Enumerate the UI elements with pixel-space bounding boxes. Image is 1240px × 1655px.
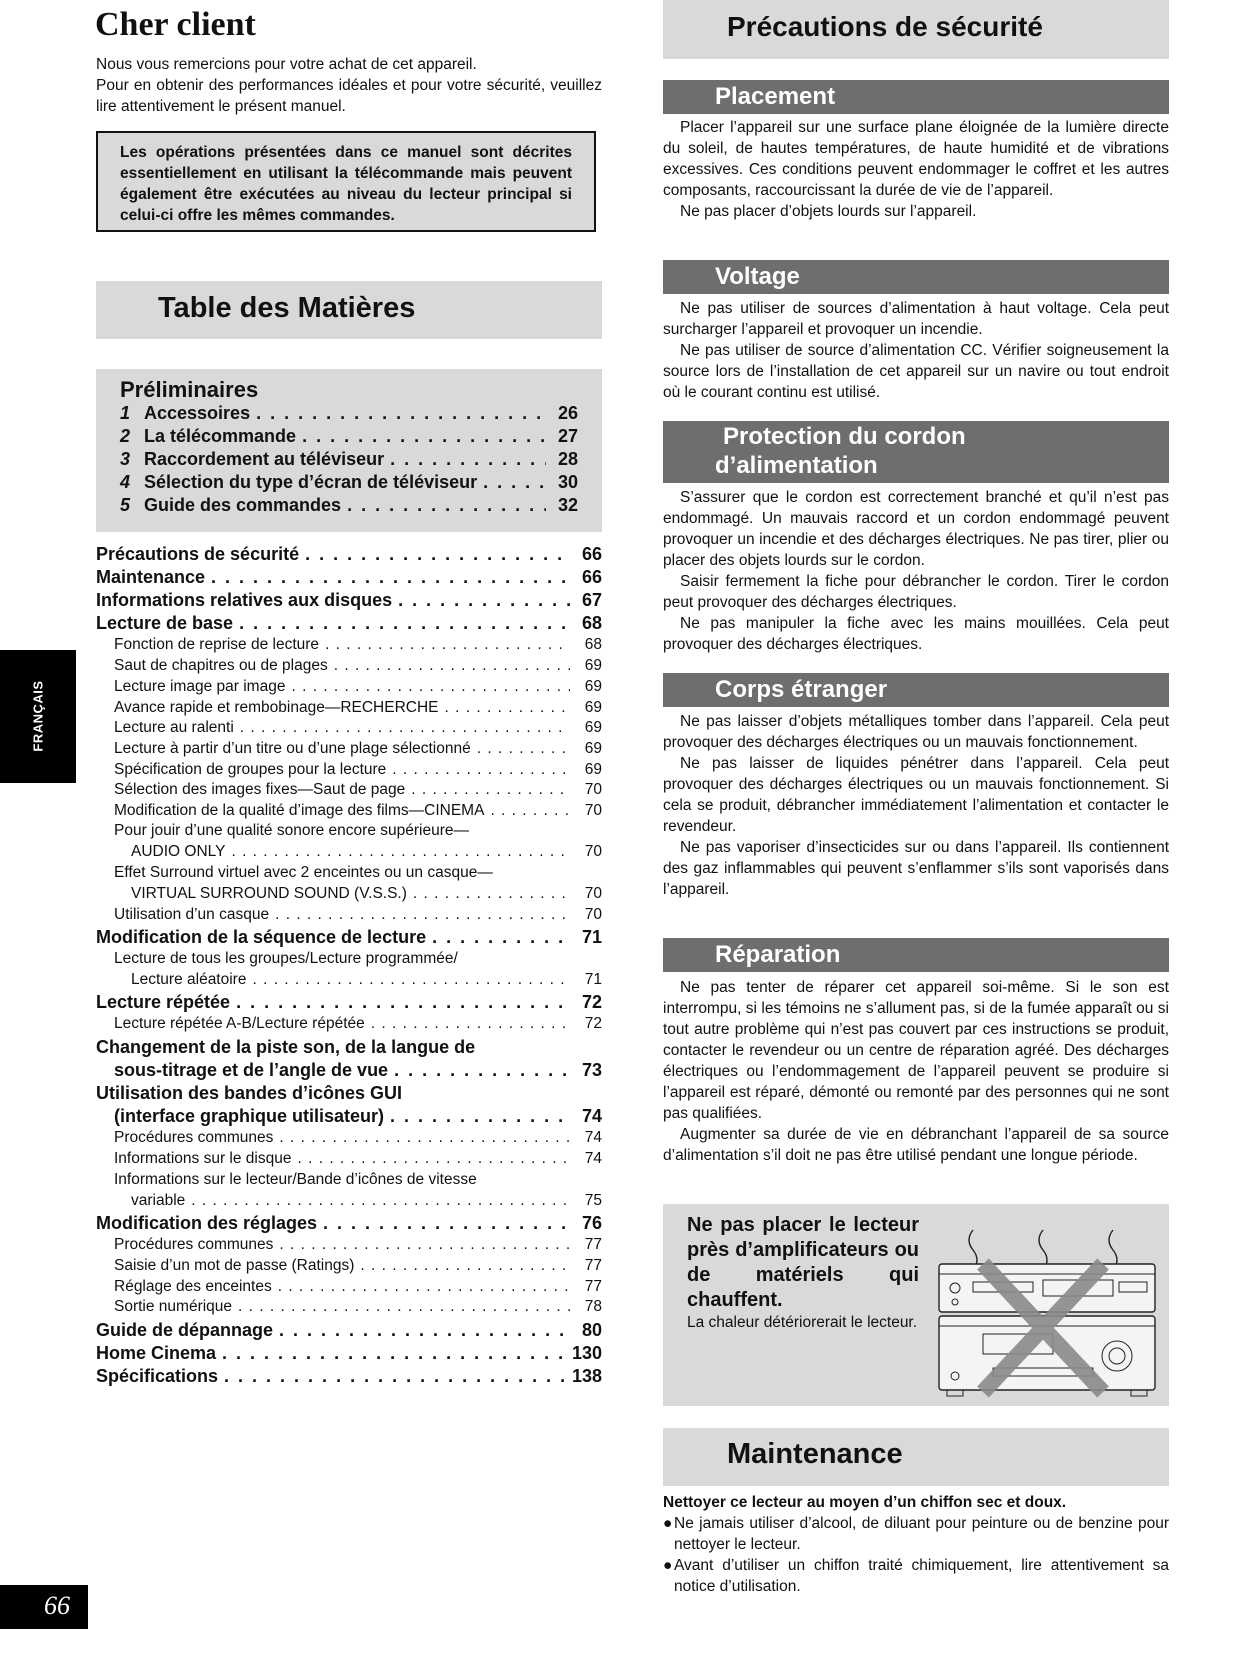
toc-subentry [96, 1015, 602, 1033]
cordon-p2: Saisir fermement la fiche pour débrancher le cordon. Tirer le cordon peut provoquer des décharges électriques. [663, 573, 1169, 611]
toc-entry-page: 77 [584, 1257, 602, 1274]
toc-subentry [96, 950, 602, 968]
dot-leader [297, 1150, 570, 1168]
dot-leader [305, 544, 570, 565]
toc-subentry [96, 1171, 602, 1189]
toc-title: Table des Matières [158, 292, 416, 324]
toc-entry-page: 69 [584, 678, 602, 695]
dot-leader [238, 1298, 570, 1316]
preliminaires-box [96, 369, 602, 532]
toc-subentry [96, 1150, 602, 1168]
toc-entry [96, 1083, 602, 1104]
toc-entry-label: Effet Surround virtuel avec 2 enceintes ou un casque— [114, 864, 493, 881]
toc-entry-label: Changement de la piste son, de la langue de [96, 1037, 476, 1057]
notice-text: Les opérations présentées dans ce manuel sont décrites essentiellement en utilisant la télécommande mais peuvent également être exécutées au niveau du lecteur principal si celui-ci offre les mêmes commandes. [120, 144, 572, 224]
cordon-p1: S’assurer que le cordon est correctement branché et qu’il n’est pas endommagé. Un mauvais raccord et un cordon endommagé peuvent provoquer un incendie et des décharges électriques. Ne pas tirer, plier ou placer des objets lourds sur le cordon. [663, 489, 1169, 569]
toc-entry-label: Informations sur le lecteur/Bande d’icônes de vitesse [114, 1171, 477, 1188]
dot-leader [240, 719, 570, 737]
toc-entry [96, 1213, 602, 1234]
toc-subentry [96, 822, 602, 840]
toc-entry-label: Maintenance [96, 567, 206, 587]
maintenance-bullet-text: Avant d’utiliser un chiffon traité chimiquement, lire attentivement sa notice d’utilisation. [674, 1557, 1169, 1595]
voltage-heading: Voltage [715, 263, 800, 290]
page-number: 66 [44, 1591, 70, 1620]
reparation-heading: Réparation [715, 941, 841, 968]
toc-entry-label: Procédures communes [114, 1129, 274, 1146]
dot-leader [347, 495, 546, 516]
prelim-item-page: 27 [557, 426, 578, 446]
heat-warning-box [663, 1204, 1169, 1406]
notice-box [96, 131, 596, 232]
toc-subentry [96, 699, 602, 717]
toc-entry-page: 67 [581, 590, 602, 610]
toc-entry-label: Lecture au ralenti [114, 719, 234, 736]
toc-subentry [96, 1278, 602, 1296]
prelim-item-number: 5 [120, 495, 131, 515]
toc-entry-page: 66 [581, 567, 602, 587]
toc-entry-page: 73 [581, 1060, 602, 1080]
toc-entry [96, 1343, 602, 1364]
toc-subentry [96, 864, 602, 882]
dot-leader [390, 1106, 570, 1127]
toc-entry [96, 544, 602, 565]
safety-title-bar [663, 0, 1169, 59]
prelim-item-number: 4 [120, 472, 131, 492]
toc-entry-label: sous-titrage et de l’angle de vue [114, 1060, 389, 1080]
dot-leader [224, 1366, 566, 1387]
toc-entry-label: Saut de chapitres ou de plages [114, 657, 328, 674]
toc-entry-label: Utilisation d’un casque [114, 906, 270, 923]
prelim-item-page: 26 [557, 403, 578, 423]
toc-entry-page: 68 [584, 636, 602, 653]
dot-leader [279, 1236, 570, 1254]
toc-subentry [96, 906, 602, 924]
toc-entry-page: 138 [571, 1366, 602, 1386]
reparation-p1: Ne pas tenter de réparer cet appareil soi-même. Si le son est interrompu, si les témoins ne s’allument pas, si de la fumée apparaît ou si tout autre problème qui n’est pas couvert par ces instructions se produit, contacter le revendeur ou un centre de réparation agréé. Des décharges électriques ou l’endommagement de l’appareil peuvent se produire si l’appareil est réparé, démonté ou remonté par des personnes qui ne sont pas qualifiées. [663, 979, 1169, 1122]
toc-entry-label: Home Cinema [96, 1343, 217, 1363]
dot-leader [413, 885, 570, 903]
toc-list [96, 544, 602, 1399]
prelim-item [120, 426, 578, 447]
placement-p2: Ne pas placer d’objets lourds sur l’appareil. [680, 203, 977, 220]
cordon-heading-line1: Protection du cordon [723, 423, 966, 450]
maintenance-lead: Nettoyer ce lecteur au moyen d’un chiffon sec et doux. [663, 1494, 1067, 1511]
toc-entry-label: AUDIO ONLY [131, 843, 226, 860]
dot-leader [477, 740, 570, 758]
placement-text [663, 117, 1169, 222]
dot-leader [360, 1257, 570, 1275]
toc-subentry [96, 1129, 602, 1147]
toc-subentry [96, 885, 602, 903]
dot-leader [398, 590, 570, 611]
toc-subentry [96, 1257, 602, 1275]
toc-entry-label: Guide de dépannage [96, 1320, 274, 1340]
prelim-item [120, 449, 578, 470]
toc-entry-page: 130 [571, 1343, 602, 1363]
dot-leader [394, 1060, 570, 1081]
maintenance-text [663, 1492, 1169, 1597]
toc-entry-page: 69 [584, 761, 602, 778]
toc-entry-page: 70 [584, 802, 602, 819]
prelim-item-number: 1 [120, 403, 131, 423]
toc-entry-label: Sortie numérique [114, 1298, 233, 1315]
dot-leader [252, 971, 570, 989]
heat-warning-bold: Ne pas placer le lecteur près d’amplificateurs ou de matériels qui chauffent. [687, 1214, 919, 1311]
prelim-item-number: 2 [120, 426, 131, 446]
placement-heading: Placement [715, 83, 836, 110]
toc-entry [96, 567, 602, 588]
dot-leader [334, 657, 570, 675]
dot-leader [291, 678, 570, 696]
preliminaires-list [120, 403, 578, 528]
toc-entry-page: 69 [584, 657, 602, 674]
toc-entry [96, 992, 602, 1013]
toc-entry-label: variable [131, 1192, 186, 1209]
toc-entry-label: Lecture répétée A-B/Lecture répétée [114, 1015, 365, 1032]
toc-entry-page: 69 [584, 719, 602, 736]
toc-entry-label: Lecture de tous les groupes/Lecture programmée/ [114, 950, 458, 967]
toc-entry [96, 1320, 602, 1341]
toc-entry [96, 1060, 602, 1081]
toc-entry-page: 76 [581, 1213, 602, 1233]
dot-leader [256, 403, 546, 424]
toc-entry-label: Sélection des images fixes—Saut de page [114, 781, 406, 798]
toc-entry [96, 1106, 602, 1127]
toc-entry-page: 74 [584, 1150, 602, 1167]
toc-entry-label: Fonction de reprise de lecture [114, 636, 320, 653]
toc-entry-page: 77 [584, 1278, 602, 1295]
preliminaires-title: Préliminaires [120, 377, 259, 402]
dot-leader [222, 1343, 566, 1364]
prelim-item-label: Accessoires [144, 403, 251, 423]
corps-heading-bar [663, 673, 1169, 707]
placement-heading-bar [663, 80, 1169, 114]
language-tab-label: FRANÇAIS [30, 680, 46, 752]
toc-entry-page: 77 [584, 1236, 602, 1253]
toc-subentry [96, 678, 602, 696]
toc-entry-page: 69 [584, 740, 602, 757]
toc-entry-page: 80 [581, 1320, 602, 1340]
toc-entry-label: Utilisation des bandes d’icônes GUI [96, 1083, 403, 1103]
toc-entry-page: 68 [581, 613, 602, 633]
toc-entry-label: Spécifications [96, 1366, 219, 1386]
corps-p3: Ne pas vaporiser d’insecticides sur ou dans l’appareil. Ils contiennent des gaz inflammables qui peuvent s’enflammer s’ils sont vaporisés dans l’appareil. [663, 839, 1169, 898]
toc-entry-page: 66 [581, 544, 602, 564]
dot-leader [490, 802, 570, 820]
cordon-heading-bar [663, 421, 1169, 483]
voltage-heading-bar [663, 260, 1169, 294]
dot-leader [278, 1278, 570, 1296]
cher-client-title: Cher client [95, 6, 256, 43]
dot-leader [302, 426, 546, 447]
safety-title: Précautions de sécurité [727, 11, 1043, 42]
toc-entry-page: 70 [584, 906, 602, 923]
toc-entry-label: Avance rapide et rembobinage—RECHERCHE [114, 699, 439, 716]
prelim-item-number: 3 [120, 449, 131, 469]
toc-entry-page: 72 [581, 992, 602, 1012]
toc-entry-page: 71 [581, 927, 602, 947]
prelim-item-label: Guide des commandes [144, 495, 342, 515]
prelim-item [120, 403, 578, 424]
dot-leader [236, 992, 570, 1013]
toc-subentry [96, 740, 602, 758]
toc-entry-label: Réglage des enceintes [114, 1278, 272, 1295]
dot-leader [275, 906, 570, 924]
maintenance-bullet: ● Avant d’utiliser un chiffon traité chimiquement, lire attentivement sa notice d’utilisation. [663, 1557, 1169, 1595]
toc-entry [96, 590, 602, 611]
cordon-heading-line2: d’alimentation [715, 452, 878, 479]
toc-subentry [96, 781, 602, 799]
toc-entry-page: 71 [584, 971, 602, 988]
toc-entry-page: 70 [584, 885, 602, 902]
toc-entry-label: Modification de la qualité d’image des films—CINEMA [114, 802, 485, 819]
dot-leader [390, 449, 546, 470]
prelim-item-page: 30 [557, 472, 578, 492]
toc-title-bar [96, 281, 602, 339]
dot-leader [411, 781, 570, 799]
toc-entry-page: 74 [581, 1106, 602, 1126]
toc-entry-label: Modification de la séquence de lecture [96, 927, 427, 947]
voltage-text [663, 298, 1169, 403]
toc-entry-page: 72 [584, 1015, 602, 1032]
toc-entry-page: 69 [584, 699, 602, 716]
dot-leader [483, 472, 546, 493]
reparation-text [663, 977, 1169, 1166]
language-side-tab [0, 650, 76, 783]
prelim-item-label: La télécommande [144, 426, 297, 446]
dot-leader [325, 636, 570, 654]
prelim-item-label: Sélection du type d’écran de téléviseur [144, 472, 478, 492]
cher-client-p1: Nous vous remercions pour votre achat de cet appareil. [96, 56, 477, 73]
toc-entry [96, 1037, 602, 1058]
reparation-p2: Augmenter sa durée de vie en débranchant l’appareil de sa source d’alimentation s’il doit ne pas être utilisé pendant une longue période. [663, 1126, 1169, 1164]
voltage-p1: Ne pas utiliser de sources d’alimentation à haut voltage. Cela peut surcharger l’appareil et provoquer un incendie. [663, 300, 1169, 338]
toc-subentry [96, 843, 602, 861]
maintenance-bullet: ● Ne jamais utiliser d’alcool, de diluant pour peinture ou de benzine pour nettoyer le lecteur. [663, 1515, 1169, 1553]
dot-leader [239, 613, 570, 634]
toc-subentry [96, 719, 602, 737]
toc-entry-label: Saisie d’un mot de passe (Ratings) [114, 1257, 355, 1274]
toc-subentry [96, 1236, 602, 1254]
reparation-heading-bar [663, 938, 1169, 972]
toc-entry-page: 70 [584, 843, 602, 860]
toc-entry [96, 613, 602, 634]
toc-entry-page: 74 [584, 1129, 602, 1146]
toc-entry [96, 1366, 602, 1387]
maintenance-bullet-text: Ne jamais utiliser d’alcool, de diluant pour peinture ou de benzine pour nettoyer le lecteur. [674, 1515, 1169, 1553]
toc-entry-label: Modification des réglages [96, 1213, 318, 1233]
toc-subentry [96, 802, 602, 820]
corps-p2: Ne pas laisser de liquides pénétrer dans l’appareil. Cela peut provoquer des décharges électriques ou un mauvais fonctionnement. Si cela se produit, débrancher immédiatement l’alimentation et contacter le revendeur. [663, 755, 1169, 835]
toc-entry-label: (interface graphique utilisateur) [114, 1106, 385, 1126]
dot-leader [392, 761, 570, 779]
toc-subentry [96, 657, 602, 675]
prelim-item [120, 472, 578, 493]
toc-subentry [96, 1298, 602, 1316]
prelim-item [120, 495, 578, 516]
cher-client-p2: Pour en obtenir des performances idéales et pour votre sécurité, veuillez lire attentivement le présent manuel. [96, 77, 602, 115]
prelim-item-label: Raccordement au téléviseur [144, 449, 385, 469]
toc-entry-label: Spécification de groupes pour la lecture [114, 761, 387, 778]
dot-leader [371, 1015, 570, 1033]
toc-entry-label: Lecture aléatoire [131, 971, 247, 988]
dot-leader [279, 1320, 570, 1341]
dot-leader [211, 567, 570, 588]
heat-warning-text: La chaleur détériorerait le lecteur. [687, 1314, 918, 1331]
toc-entry-label: Lecture image par image [114, 678, 286, 695]
toc-entry-label: Pour jouir d’une qualité sonore encore supérieure— [114, 822, 469, 839]
maintenance-title-bar [663, 1428, 1169, 1486]
prelim-item-page: 32 [557, 495, 578, 515]
toc-entry-page: 78 [584, 1298, 602, 1315]
dot-leader [191, 1192, 570, 1210]
toc-entry-label: Lecture répétée [96, 992, 231, 1012]
voltage-p2: Ne pas utiliser de source d’alimentation CC. Vérifier soigneusement la source lors de l’installation de cet appareil sur un navire ou tout endroit où le courant continu est utilisé. [663, 342, 1169, 401]
toc-entry-label: Informations relatives aux disques [96, 590, 393, 610]
page-number-box [0, 1585, 88, 1629]
dot-leader [445, 699, 570, 717]
cordon-p3: Ne pas manipuler la fiche avec les mains mouillées. Cela peut provoquer des décharges électriques. [663, 615, 1169, 653]
toc-subentry [96, 636, 602, 654]
toc-entry-page: 70 [584, 781, 602, 798]
dot-leader [323, 1213, 570, 1234]
maintenance-title: Maintenance [727, 1438, 903, 1470]
toc-entry-label: Lecture à partir d’un titre ou d’une plage sélectionné [114, 740, 471, 757]
amplifier-crossed-out-icon [933, 1226, 1161, 1398]
corps-p1: Ne pas laisser d’objets métalliques tomber dans l’appareil. Cela peut provoquer des décharges électriques ou un mauvais fonctionnement. [663, 713, 1169, 751]
prelim-item-page: 28 [557, 449, 578, 469]
toc-entry-label: Procédures communes [114, 1236, 274, 1253]
corps-text [663, 711, 1169, 900]
toc-entry-label: VIRTUAL SURROUND SOUND (V.S.S.) [131, 885, 407, 902]
toc-subentry [96, 971, 602, 989]
toc-entry-label: Précautions de sécurité [96, 544, 300, 564]
toc-entry-label: Informations sur le disque [114, 1150, 292, 1167]
cordon-text [663, 487, 1169, 655]
dot-leader [432, 927, 570, 948]
toc-subentry [96, 761, 602, 779]
toc-subentry [96, 1192, 602, 1210]
dot-leader [279, 1129, 570, 1147]
toc-entry-label: Lecture de base [96, 613, 234, 633]
toc-entry [96, 927, 602, 948]
placement-p1: Placer l’appareil sur une surface plane éloignée de la lumière directe du soleil, de hautes températures, de haute humidité et de vibrations excessives. Ces conditions peuvent endommager le coffret et les autres composants, raccourcissant la durée de vie de l’appareil. [663, 119, 1169, 199]
corps-heading: Corps étranger [715, 676, 888, 703]
dot-leader [231, 843, 570, 861]
toc-entry-page: 75 [584, 1192, 602, 1209]
